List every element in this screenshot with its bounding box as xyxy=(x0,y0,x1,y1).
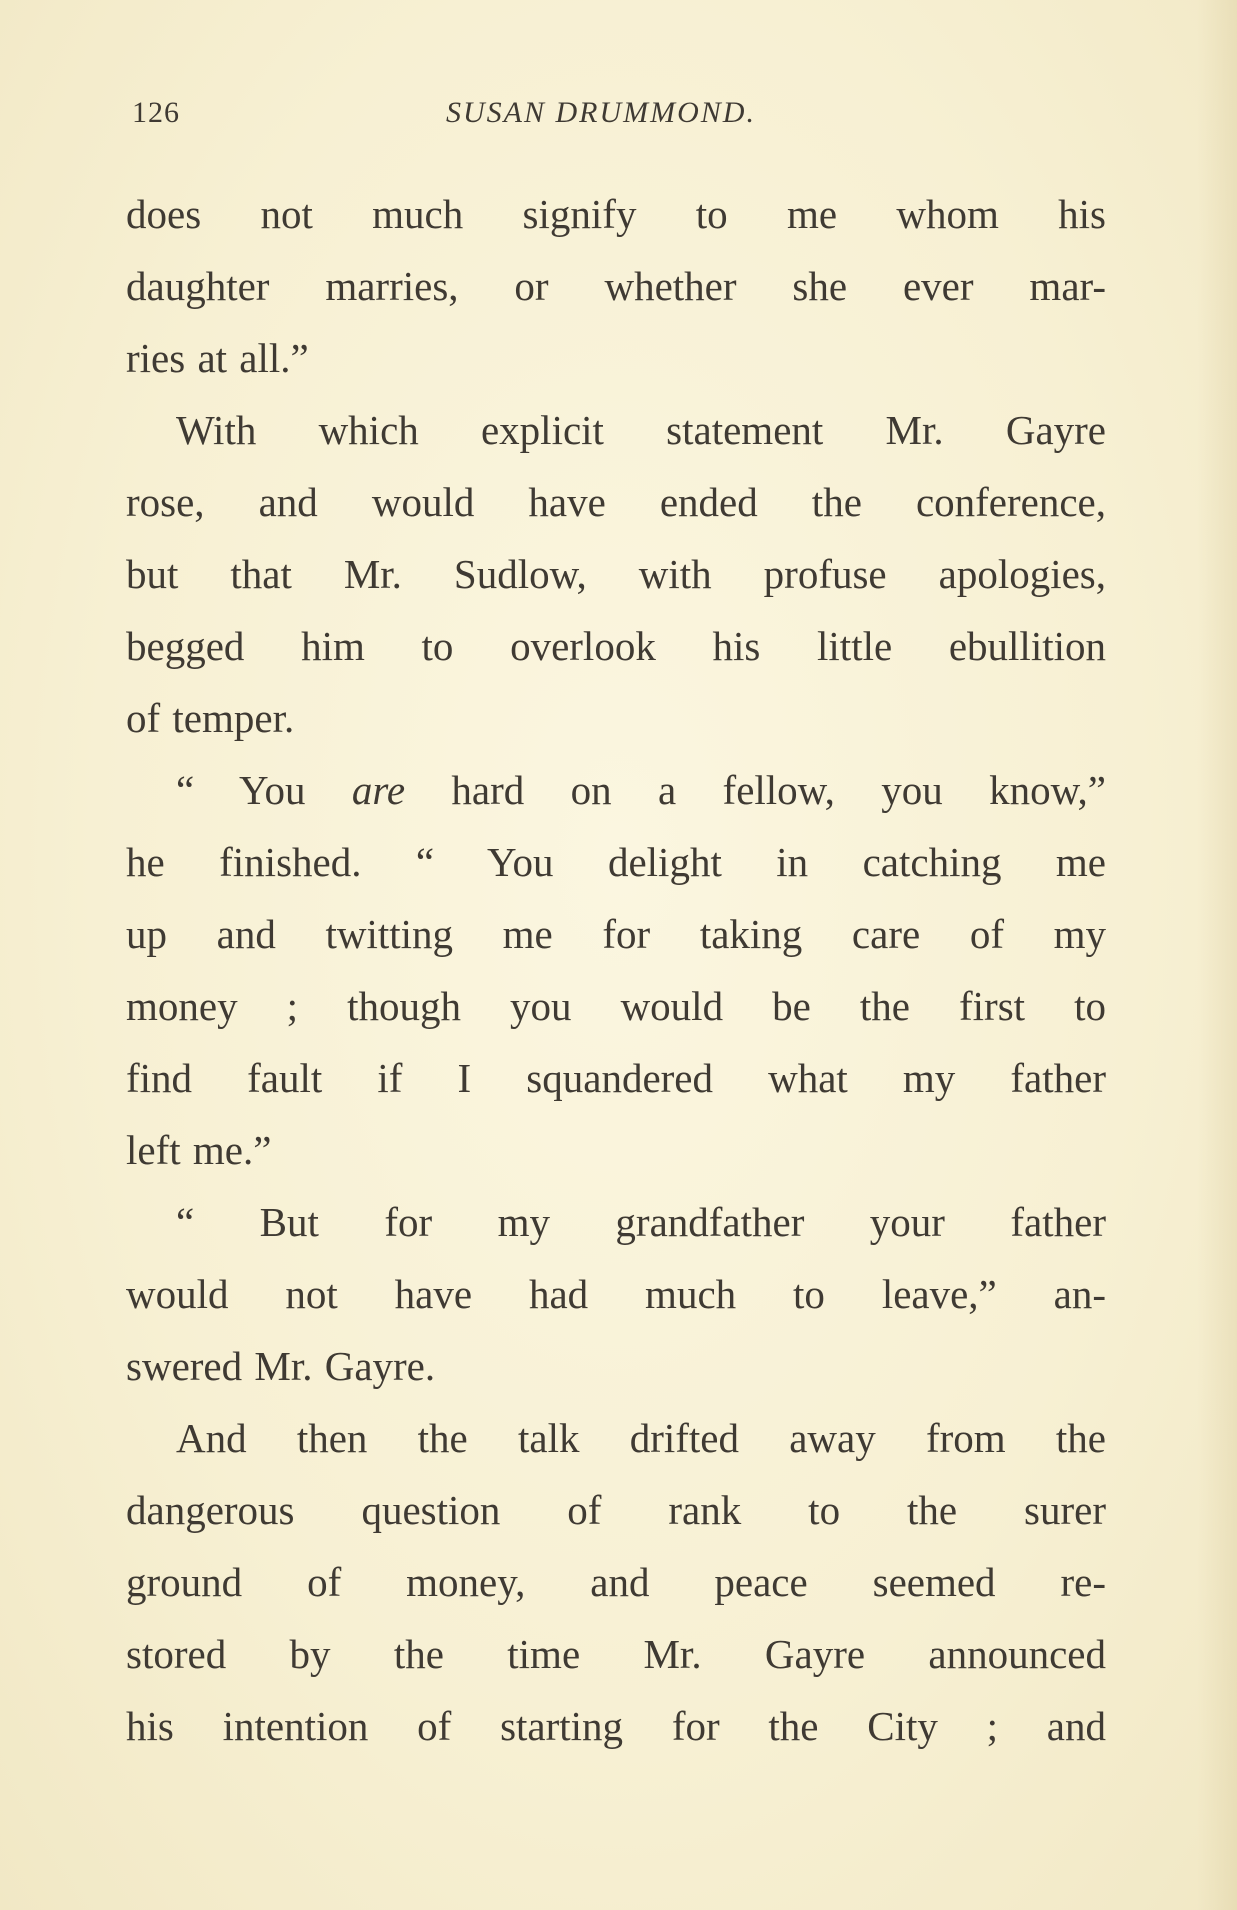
text-line: would not have had much to leave,” an- xyxy=(126,1271,1106,1317)
text-line: does not much signify to me whom his xyxy=(126,191,1106,237)
text-line: daughter marries, or whether she ever mar- xyxy=(126,263,1106,309)
text-line: begged him to overlook his little ebullition xyxy=(126,623,1106,669)
text-line: With which explicit statement Mr. Gayre xyxy=(176,407,1106,453)
text-line: dangerous question of rank to the surer xyxy=(126,1487,1106,1533)
text-line: swered Mr. Gayre. xyxy=(126,1343,436,1389)
text-line: he finished. “ You delight in catching me xyxy=(126,839,1106,885)
text-line: money ; though you would be the first to xyxy=(126,983,1106,1029)
text-line: find fault if I squandered what my father xyxy=(126,1055,1106,1101)
running-title: SUSAN DRUMMOND. xyxy=(446,96,756,129)
text-line: his intention of starting for the City ; and xyxy=(126,1703,1106,1749)
text-line: left me.” xyxy=(126,1127,272,1173)
body-text xyxy=(126,178,1106,1762)
text-line: rose, and would have ended the conference, xyxy=(126,479,1106,525)
text-line: but that Mr. Sudlow, with profuse apologies, xyxy=(126,551,1106,597)
text-line: stored by the time Mr. Gayre announced xyxy=(126,1631,1106,1677)
text-line: of temper. xyxy=(126,695,295,741)
text-line: “ But for my grandfather your father xyxy=(176,1199,1106,1245)
page-header xyxy=(126,96,1106,140)
text-line: And then the talk drifted away from the xyxy=(176,1415,1106,1461)
page-number: 126 xyxy=(132,96,180,129)
page-edge-shadow xyxy=(1197,0,1237,1910)
text-line: ground of money, and peace seemed re- xyxy=(126,1559,1106,1605)
text-line: up and twitting me for taking care of my xyxy=(126,911,1106,957)
text-line: ries at all.” xyxy=(126,335,309,381)
emphasis-word: are xyxy=(351,767,406,813)
text-line: “ You are hard on a fellow, you know,” xyxy=(176,767,1106,813)
